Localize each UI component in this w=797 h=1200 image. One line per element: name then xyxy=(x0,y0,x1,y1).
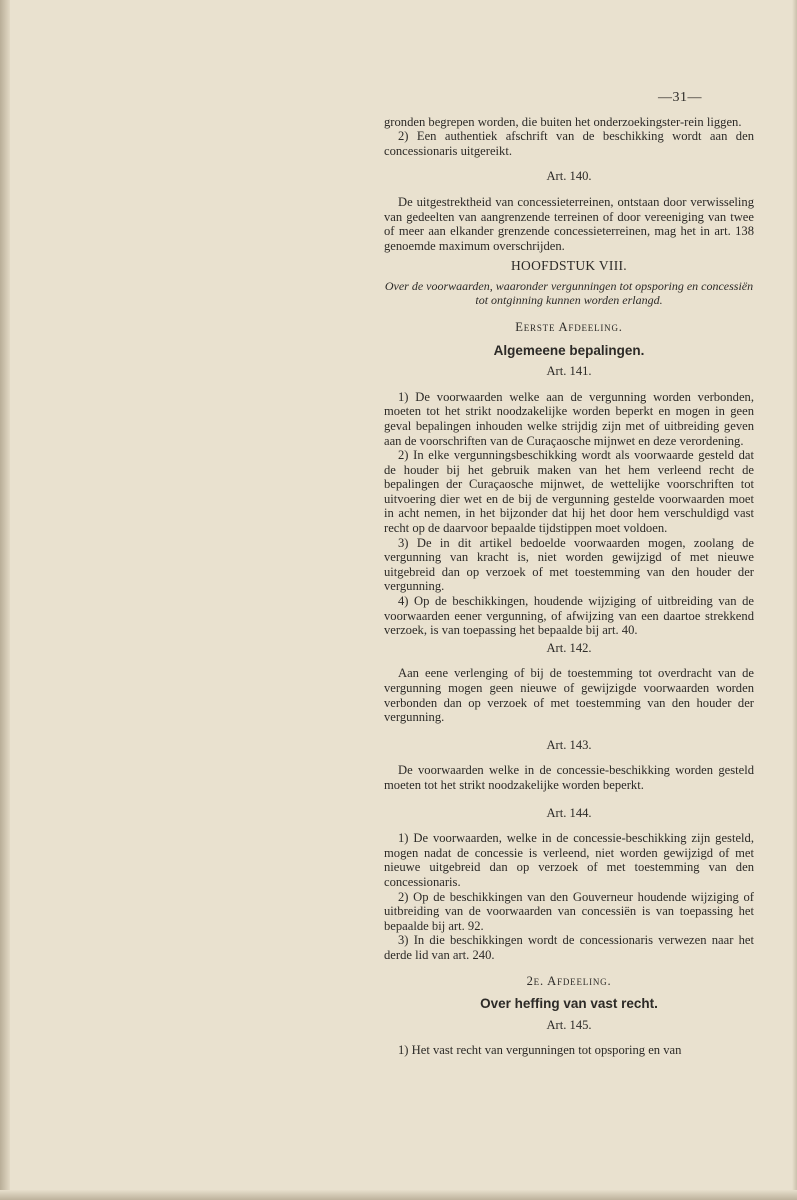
article-heading: Art. 142. xyxy=(546,640,592,655)
page-binding-edge xyxy=(0,0,10,1200)
section-heading: 2e. Afdeeling. xyxy=(526,973,612,988)
paragraph: 3) In die beschikkingen wordt de concessionaris verwezen naar het derde lid van art. 240. xyxy=(384,933,754,962)
section-title: Algemeene bepalingen. xyxy=(493,342,645,358)
page-number: —31— xyxy=(658,90,702,105)
chapter-subtitle: Over de voorwaarden, waaronder vergunningen tot opsporing en concessiën tot ontginning kunnen worden erlangd. xyxy=(384,278,754,307)
page-content xyxy=(384,91,754,1058)
article-heading: Art. 140. xyxy=(546,169,592,184)
section-heading: Eerste Afdeeling. xyxy=(515,319,623,334)
paragraph: 4) Op de beschikkingen, houdende wijziging of uitbreiding van de voorwaarden eener vergunning, of afwijzing van een daartoe strekkend verzoek, is van toepassing het bepaalde bij art. 40. xyxy=(384,594,754,638)
paragraph: 2) Op de beschikkingen van den Gouverneur houdende wijziging of uitbreiding van de voorwaarden van concessiën is van toepassing het bepaalde bij art. 92. xyxy=(384,889,754,933)
paragraph: 1) Het vast recht van vergunningen tot opsporing en van xyxy=(398,1043,682,1058)
paragraph: De uitgestrektheid van concessieterreinen, ontstaan door verwisseling van gedeelten van aangrenzende terreinen of door vereeniging van twee of meer aan elkander grenzende concessieterreinen, mag het in art. 138 genoemde maximum overschrijden. xyxy=(384,194,754,253)
paragraph: 2) Een authentiek afschrift van de beschikking wordt aan den concessionaris uitgereikt. xyxy=(384,129,754,158)
chapter-heading: HOOFDSTUK VIII. xyxy=(510,258,627,274)
paragraph: Aan eene verlenging of bij de toestemming tot overdracht van de vergunning mogen geen nieuwe of gewijzigde voorwaarden worden verbonden dan op verzoek of met toestemming van den houder der vergunning. xyxy=(384,666,754,725)
article-heading: Art. 144. xyxy=(546,805,592,820)
paragraph: De voorwaarden welke in de concessie-beschikking worden gesteld moeten tot het strikt noodzakelijke worden beperkt. xyxy=(384,763,754,792)
paragraph: 1) De voorwaarden welke aan de vergunning worden verbonden, moeten tot het strikt noodzakelijke worden beperkt en mogen in geen geval bepalingen inhouden welke strijdig zijn met of uitbreiding geven aan de voorschriften van de Curaçaosche mijnwet en deze verordening. xyxy=(384,389,754,448)
article-heading: Art. 143. xyxy=(546,737,592,752)
paragraph: gronden begrepen worden, die buiten het onderzoekingster-rein liggen. xyxy=(384,114,742,129)
paragraph: 2) In elke vergunningsbeschikking wordt als voorwaarde gesteld dat de houder bij het gebruik maken van het hem verleend recht de bepalingen der Curaçaosche mijnwet, de wettelijke voorschriften tot uitvoering dier wet en de bij de vergunning gestelde voorwaarden moet in acht nemen, in het bijzonder dat hij het door hem verschuldigd vast recht op de daarvoor bepaalde tijdstippen moet voldoen. xyxy=(384,448,754,536)
section-title: Over heffing van vast recht. xyxy=(480,996,658,1012)
page-right-edge xyxy=(792,0,797,1200)
page-bottom-edge xyxy=(0,1190,797,1200)
paragraph: 1) De voorwaarden, welke in de concessie-beschikking zijn gesteld, mogen nadat de concessie is verleend, niet worden gewijzigd of met nieuwe uitgebreid dan op verzoek of met toestemming van den concessionaris. xyxy=(384,831,754,889)
article-heading: Art. 141. xyxy=(546,364,592,379)
article-heading: Art. 145. xyxy=(546,1017,592,1032)
paragraph: 3) De in dit artikel bedoelde voorwaarden mogen, zoolang de vergunning van kracht is, niet worden gewijzigd of met nieuwe uitgebreid dan op verzoek of met toestemming van den houder der vergunning. xyxy=(384,535,754,594)
